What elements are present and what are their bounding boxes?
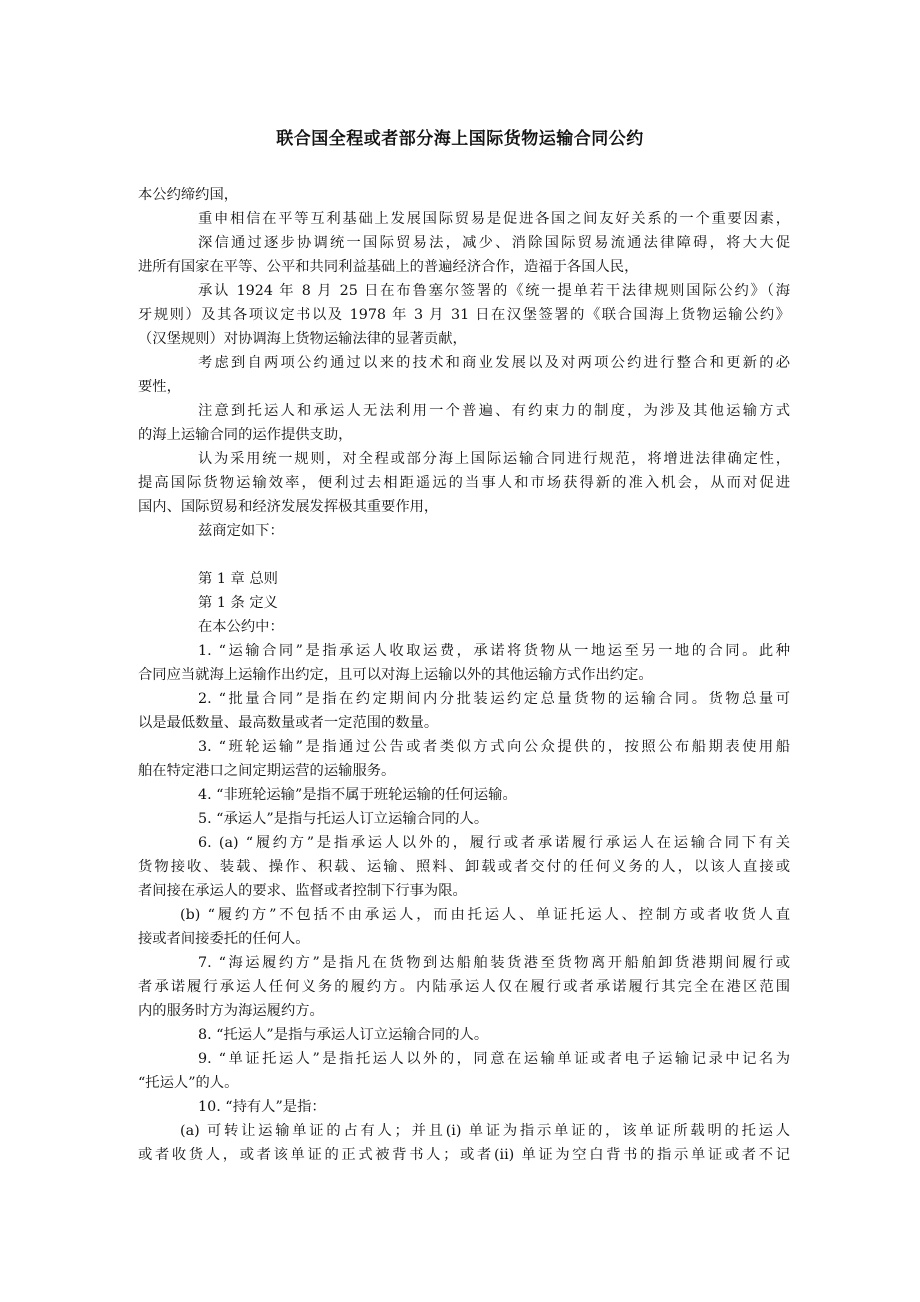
preamble-line: 提高国际货物运输效率，便利过去相距遥远的当事人和市场获得新的准入机会，从而对促进 bbox=[138, 475, 790, 491]
preamble-line: 国内、国际贸易和经济发展发挥极其重要作用， bbox=[138, 499, 439, 515]
definition-line: 合同应当就海上运输作出约定，且可以对海上运输以外的其他运输方式作出约定。 bbox=[138, 667, 653, 683]
preamble-line: 牙规则）及其各项议定书以及 1978 年 3 月 31 日在汉堡签署的《联合国海上货物运输公约》 bbox=[138, 307, 790, 323]
definition-line: 9. “单证托运人”是指托运人以外的，同意在运输单证或者电子运输记录中记名为 bbox=[198, 1051, 790, 1067]
document-title: 联合国全程或者部分海上国际货物运输合同公约 bbox=[276, 129, 644, 149]
definition-line: 6. (a) “履约方”是指承运人以外的，履行或者承诺履行承运人在运输合同下有关 bbox=[198, 835, 790, 851]
article-intro: 在本公约中： bbox=[198, 619, 284, 635]
definition-line: 1. “运输合同”是指承运人收取运费，承诺将货物从一地运至另一地的合同。此种 bbox=[198, 643, 790, 659]
definition-line: 5. “承运人”是指与托运人订立运输合同的人。 bbox=[198, 811, 489, 827]
definition-line: 或者收货人，或者该单证的正式被背书人；或者(ii) 单证为空白背书的指示单证或者不记 bbox=[138, 1147, 790, 1163]
definition-line: 内的服务时方为海运履约方。 bbox=[138, 1003, 324, 1019]
definition-line: 3. “班轮运输”是指通过公告或者类似方式向公众提供的，按照公布船期表使用船 bbox=[198, 739, 790, 755]
preamble-line: 要性， bbox=[138, 379, 181, 395]
definition-line: 2. “批量合同”是指在约定期间内分批装运约定总量货物的运输合同。货物总量可 bbox=[198, 691, 790, 707]
preamble-line: 认为采用统一规则，对全程或部分海上国际运输合同进行规范，将增进法律确定性， bbox=[198, 451, 790, 467]
preamble-line: 注意到托运人和承运人无法利用一个普遍、有约束力的制度，为涉及其他运输方式 bbox=[198, 403, 790, 419]
definition-line: 接或者间接委托的任何人。 bbox=[138, 931, 310, 947]
definition-line: 4. “非班轮运输”是指不属于班轮运输的任何运输。 bbox=[198, 787, 517, 803]
preamble-line: 深信通过逐步协调统一国际贸易法，减少、消除国际贸易流通法律障碍，将大大促 bbox=[198, 235, 790, 251]
preamble-opening: 本公约缔约国， bbox=[138, 187, 239, 203]
definition-line: 7. “海运履约方”是指凡在货物到达船舶装货港至货物离开船舶卸货港期间履行或 bbox=[198, 955, 790, 971]
definition-line: “托运人”的人。 bbox=[138, 1075, 239, 1091]
definition-line: 者间接在承运人的要求、监督或者控制下行事为限。 bbox=[138, 883, 467, 899]
definition-line: 舶在特定港口之间定期运营的运输服务。 bbox=[138, 763, 396, 779]
definition-line: 以是最低数量、最高数量或者一定范围的数量。 bbox=[138, 715, 439, 731]
definition-line: (a) 可转让运输单证的占有人；并且(i) 单证为指示单证的，该单证所载明的托运人 bbox=[180, 1123, 790, 1139]
definition-line: 8. “托运人”是指与承运人订立运输合同的人。 bbox=[198, 1027, 489, 1043]
preamble-line: 进所有国家在平等、公平和共同利益基础上的普遍经济合作，造福于各国人民， bbox=[138, 259, 639, 275]
article-heading: 第 1 条 定义 bbox=[198, 595, 278, 611]
chapter-heading: 第 1 章 总则 bbox=[198, 571, 278, 587]
definition-line: (b) “履约方”不包括不由承运人，而由托运人、单证托运人、控制方或者收货人直 bbox=[180, 907, 790, 923]
preamble-line: （汉堡规则）对协调海上货物运输法律的显著贡献， bbox=[138, 331, 467, 347]
preamble-closing: 兹商定如下： bbox=[198, 523, 284, 539]
preamble-line: 考虑到自两项公约通过以来的技术和商业发展以及对两项公约进行整合和更新的必 bbox=[198, 355, 790, 371]
preamble-line: 承认 1924 年 8 月 25 日在布鲁塞尔签署的《统一提单若干法律规则国际公约》（海 bbox=[198, 283, 790, 299]
preamble-line: 重申相信在平等互利基础上发展国际贸易是促进各国之间友好关系的一个重要因素， bbox=[198, 211, 790, 227]
definition-line: 货物接收、装载、操作、积载、运输、照料、卸载或者交付的任何义务的人，以该人直接或 bbox=[138, 859, 790, 875]
definition-line: 者承诺履行承运人任何义务的履约方。内陆承运人仅在履行或者承诺履行其完全在港区范围 bbox=[138, 979, 790, 995]
definition-line: 10. “持有人”是指： bbox=[198, 1099, 326, 1115]
preamble-line: 的海上运输合同的运作提供支助， bbox=[138, 427, 353, 443]
